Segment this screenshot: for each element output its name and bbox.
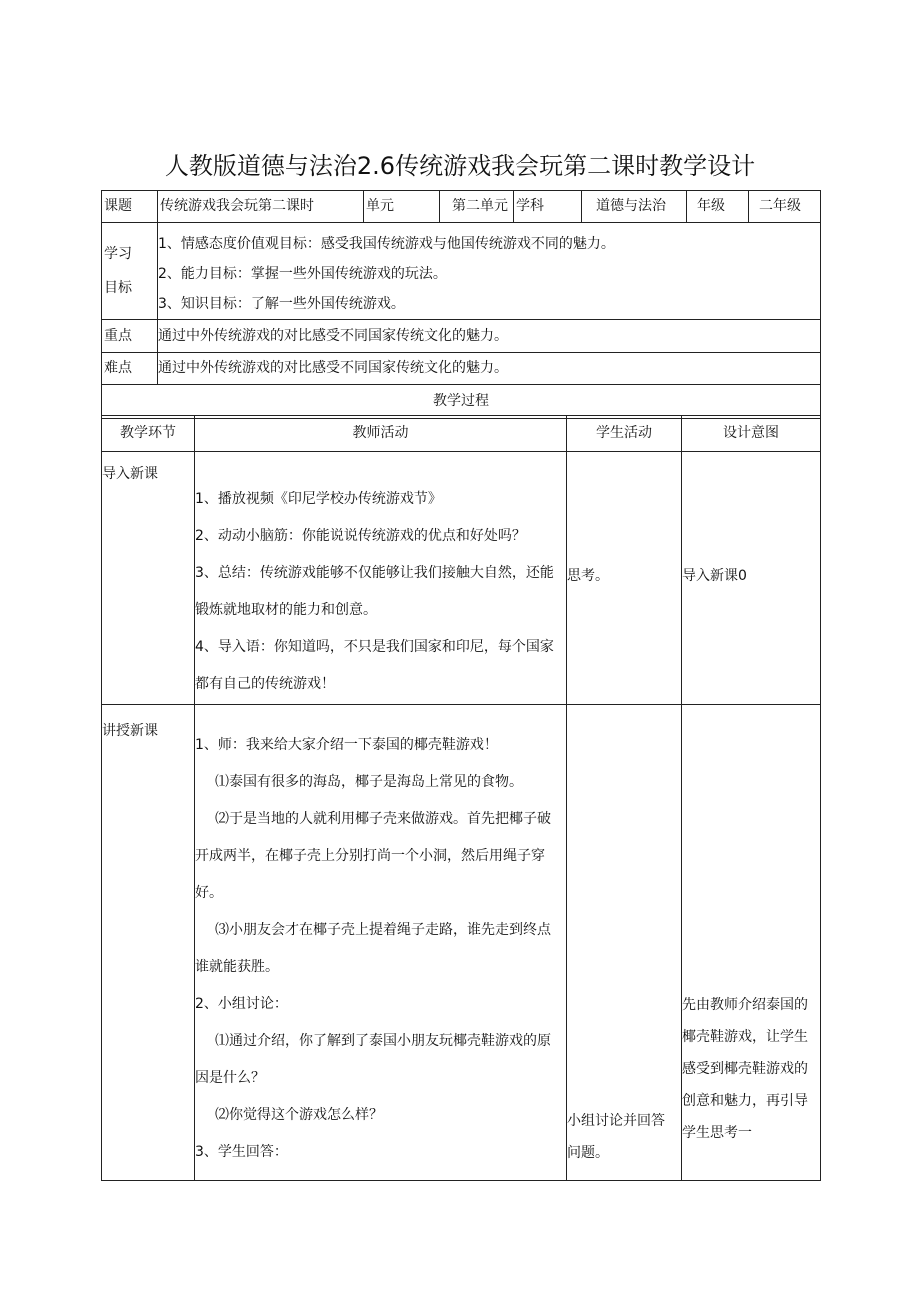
key-point-row xyxy=(102,320,821,353)
teacher-line: 3、总结：传统游戏能够不仅能够让我们接触大自然，还能 xyxy=(195,565,554,581)
teacher-line: ⑴通过介绍，你了解到了泰国小朋友玩椰壳鞋游戏的原 xyxy=(215,1033,551,1049)
teacher-line: 因是什么？ xyxy=(195,1070,265,1086)
unit-label: 单元 xyxy=(364,191,440,223)
header-student: 学生活动 xyxy=(567,416,682,452)
teacher-line: 2、小组讨论： xyxy=(195,996,288,1012)
design-intent: 先由教师介绍泰国的 椰壳鞋游戏，让学生 感受到椰壳鞋游戏的 创意和魅力，再引导 学生思考一 xyxy=(682,705,821,1181)
teacher-line: 开成两半，在椰子壳上分别打尚一个小洞，然后用绳子穿 xyxy=(195,848,545,864)
teacher-line: 好。 xyxy=(195,885,223,901)
section-row xyxy=(102,705,821,1181)
info-table xyxy=(101,190,821,419)
goals-label: 学习 目标 xyxy=(102,223,158,320)
difficult-point-text: 通过中外传统游戏的对比感受不同国家传统文化的魅力。 xyxy=(158,353,821,385)
process-table xyxy=(101,415,821,1181)
key-point-text: 通过中外传统游戏的对比感受不同国家传统文化的魅力。 xyxy=(158,320,821,353)
goals-row xyxy=(102,223,821,320)
process-heading-row xyxy=(102,385,821,419)
info-row xyxy=(102,191,821,223)
key-point-label: 重点 xyxy=(102,320,158,353)
teacher-activity xyxy=(195,705,567,1181)
teacher-line: 锻炼就地取材的能力和创意。 xyxy=(195,602,377,618)
teacher-activity xyxy=(195,452,567,705)
grade-label: 年级 xyxy=(687,191,749,223)
teacher-line: 都有自己的传统游戏！ xyxy=(195,676,335,692)
teacher-line: 1、师：我来给大家介绍一下泰国的椰壳鞋游戏！ xyxy=(195,737,498,753)
teacher-line: 3、学生回答： xyxy=(195,1144,288,1160)
goal-item: 2、能力目标：掌握一些外国传统游戏的玩法。 xyxy=(158,266,447,282)
goal-item: 1、情感态度价值观目标：感受我国传统游戏与他国传统游戏不同的魅力。 xyxy=(158,236,615,252)
unit-value: 第二单元 xyxy=(440,191,514,223)
teacher-line: ⑴泰国有很多的海岛，椰子是海岛上常见的食物。 xyxy=(215,774,523,790)
teacher-line: 谁就能获胜。 xyxy=(195,959,279,975)
teacher-line: 1、播放视频《印尼学校办传统游戏节》 xyxy=(195,491,442,507)
teacher-line: 4、导入语：你知道吗，不只是我们国家和印尼，每个国家 xyxy=(195,639,554,655)
design-intent: 导入新课0 xyxy=(682,452,821,705)
stage-label: 导入新课 xyxy=(102,452,195,705)
header-teacher: 教师活动 xyxy=(195,416,567,452)
goal-item: 3、知识目标：了解一些外国传统游戏。 xyxy=(158,296,405,312)
stage-label: 讲授新课 xyxy=(102,705,195,1181)
difficult-point-row xyxy=(102,353,821,385)
teacher-line: ⑵你觉得这个游戏怎么样？ xyxy=(215,1107,383,1123)
difficult-point-label: 难点 xyxy=(102,353,158,385)
process-heading: 教学过程 xyxy=(102,385,821,419)
grade-value: 二年级 xyxy=(749,191,821,223)
teacher-line: ⑵于是当地的人就利用椰子壳来做游戏。首先把椰子破 xyxy=(215,811,551,827)
teacher-line: 2、动动小脑筋：你能说说传统游戏的优点和好处吗？ xyxy=(195,528,526,544)
student-activity: 思考。 xyxy=(567,452,682,705)
lesson-label: 课题 xyxy=(102,191,158,223)
goals-list xyxy=(158,223,821,320)
lesson-value: 传统游戏我会玩第二课时 xyxy=(158,191,364,223)
subject-value: 道德与法治 xyxy=(582,191,687,223)
header-intent: 设计意图 xyxy=(682,416,821,452)
header-stage: 教学环节 xyxy=(102,416,195,452)
section-row xyxy=(102,452,821,705)
page-title: 人教版道德与法治2.6传统游戏我会玩第二课时教学设计 xyxy=(164,152,756,180)
teacher-line: ⑶小朋友会才在椰子壳上提着绳子走路，谁先走到终点 xyxy=(215,922,551,938)
subject-label: 学科 xyxy=(514,191,582,223)
process-header-row xyxy=(102,416,821,452)
student-activity: 小组讨论并回答 问题。 xyxy=(567,705,682,1181)
